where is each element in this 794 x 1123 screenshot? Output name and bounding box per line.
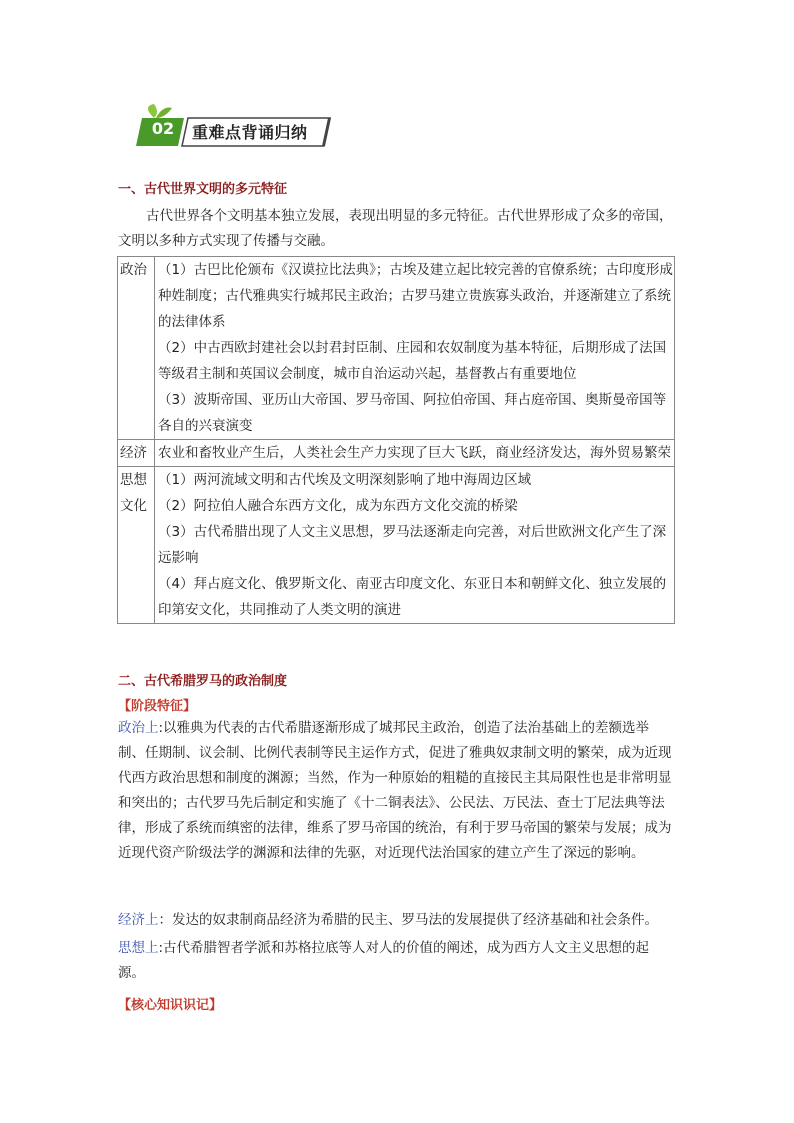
- stage-feature-label: 【阶段特征】: [118, 699, 197, 714]
- list-item: 农业和畜牧业产生后，人类社会生产力实现了巨大飞跃，商业经济发达，海外贸易繁荣: [158, 445, 671, 461]
- politics-label: 政治上: [118, 720, 159, 736]
- section-header-title: 重难点背诵归纳: [192, 123, 308, 142]
- list-item: （3）古代希腊出现了人文主义思想，罗马法逐渐走向完善，对后世欧洲文化产生了深远影响: [158, 524, 667, 566]
- list-item: （1）两河流域文明和古代埃及文明深刻影响了地中海周边区域: [158, 472, 532, 488]
- row-content: [155, 257, 675, 440]
- row-category: 经济: [118, 440, 155, 467]
- table-row: [118, 440, 675, 467]
- row-category: 政治: [118, 257, 155, 440]
- section1-intro: 古代世界各个文明基本独立发展，表现出明显的多元特征。古代世界形成了众多的帝国，文明以多种方式实现了传播与交融。: [118, 208, 673, 249]
- civilization-table: [117, 256, 675, 624]
- economy-label: 经济上: [118, 912, 159, 928]
- list-item: （3）波斯帝国、亚历山大帝国、罗马帝国、阿拉伯帝国、拜占庭帝国、奥斯曼帝国等各自的兴衰演变: [158, 392, 667, 434]
- list-item: （1）古巴比伦颁布《汉谟拉比法典》；古埃及建立起比较完善的官僚系统；古印度形成种姓制度；古代雅典实行城邦民主政治；古罗马建立贵族寡头政治，并逐渐建立了系统的法律体系: [158, 262, 673, 330]
- politics-paragraph: [118, 716, 676, 866]
- politics-text: :以雅典为代表的古代希腊逐渐形成了城邦民主政治，创造了法治基础上的差额选举制、任期制、议会制、比例代表制等民主运作方式，促进了雅典奴隶制文明的繁荣，成为近现代西方政治思想和制度的渊源；当然，作为一种原始的粗糙的直接民主其局限性也是非常明显和突出的；古代罗马先后制定和实施了《十二铜表法》、公民法、万民法、查士丁尼法典等法律，形成了系统而缜密的法律，维系了罗马帝国的统治，有利于罗马帝国的繁荣与发展；成为近现代资产阶级法学的渊源和法律的先驱，对近现代法治国家的建立产生了深远的影响。: [118, 720, 672, 861]
- leaf-icon: [148, 104, 157, 118]
- list-item: （2）阿拉伯人融合东西方文化，成为东西方文化交流的桥梁: [158, 498, 518, 514]
- leaf-icon: [156, 107, 172, 118]
- section-number: 02: [151, 119, 175, 138]
- table-row: [118, 467, 675, 624]
- section1-title: 一、古代世界文明的多元特征: [118, 182, 288, 197]
- section2-title: 二、古代希腊罗马的政治制度: [118, 674, 288, 689]
- list-item: （2）中古西欧封建社会以封君封臣制、庄园和农奴制度为基本特征，后期形成了法国等级君主制和英国议会制度，城市自治运动兴起，基督教占有重要地位: [158, 340, 667, 382]
- table-row: [118, 257, 675, 440]
- economy-paragraph: [118, 908, 676, 933]
- thought-text: :古代希腊智者学派和苏格拉底等人对人的价值的阐述，成为西方人文主义思想的起源。: [118, 940, 650, 981]
- economy-text: ：发达的奴隶制商品经济为希腊的民主、罗马法的发展提供了经济基础和社会条件。: [158, 912, 658, 928]
- row-content: [155, 467, 675, 624]
- list-item: （4）拜占庭文化、俄罗斯文化、南亚古印度文化、东亚日本和朝鲜文化、独立发展的印第安文化，共同推动了人类文明的演进: [158, 576, 667, 618]
- row-content: [155, 440, 675, 467]
- core-knowledge-label: 【核心知识识记】: [118, 998, 223, 1013]
- thought-label: 思想上: [118, 940, 159, 956]
- row-category: 思想文化: [118, 467, 155, 624]
- section-header-badge: [132, 104, 332, 148]
- thought-paragraph: [118, 936, 676, 986]
